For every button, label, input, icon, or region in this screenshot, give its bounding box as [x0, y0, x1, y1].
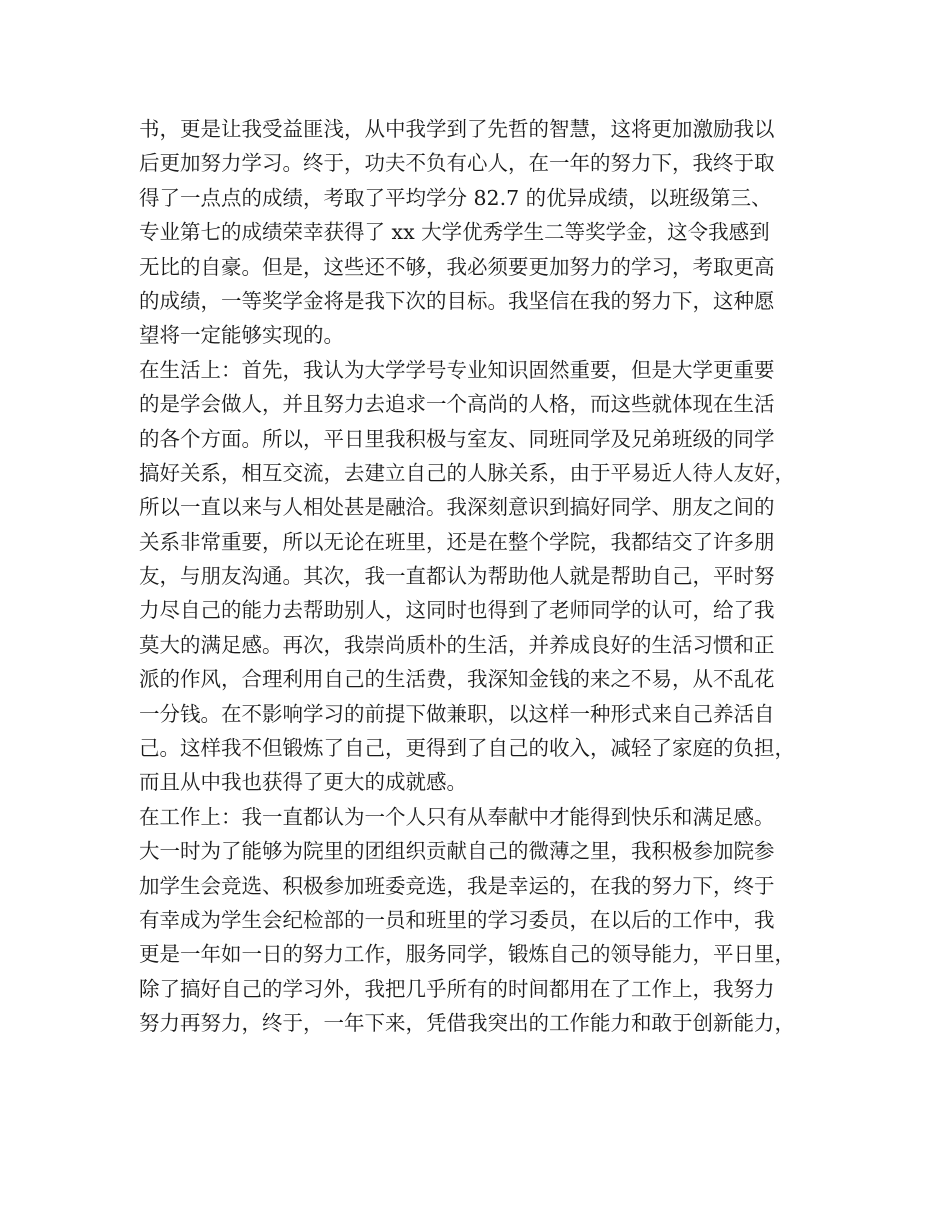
text-line: 的各个方面。所以，平日里我积极与室友、同班同学及兄弟班级的同学: [139, 426, 775, 451]
text-line: 大一时为了能够为院里的团组织贡献自己的微薄之里，我积极参加院参: [139, 839, 775, 864]
text-line: 的是学会做人，并且努力去追求一个高尚的人格，而这些就体现在生活: [139, 392, 775, 417]
text-line: 后更加努力学习。终于，功夫不负有心人，在一年的努力下，我终于取: [139, 151, 775, 176]
text-line: 莫大的满足感。再次，我崇尚质朴的生活，并养成良好的生活习惯和正: [139, 632, 775, 657]
text-line: 得了一点点的成绩，考取了平均学分 82.7 的优异成绩，以班级第三、: [139, 185, 772, 210]
text-line: 望将一定能够实现的。: [139, 323, 344, 348]
text-line: 有幸成为学生会纪检部的一员和班里的学习委员，在以后的工作中，我: [139, 907, 775, 932]
text-line: 在生活上：首先，我认为大学学号专业知识固然重要，但是大学更重要: [139, 357, 775, 382]
text-line: 加学生会竞选、积极参加班委竞选，我是幸运的，在我的努力下，终于: [139, 873, 775, 898]
text-line: 的成绩，一等奖学金将是我下次的目标。我坚信在我的努力下，这种愿: [139, 288, 775, 313]
text-line: 派的作风，合理利用自己的生活费，我深知金钱的来之不易，从不乱花: [139, 667, 775, 692]
body-text: [139, 112, 839, 1041]
text-line: 更是一年如一日的努力工作，服务同学，锻炼自己的领导能力，平日里，: [139, 942, 795, 967]
text-line: 所以一直以来与人相处甚是融洽。我深刻意识到搞好同学、朋友之间的: [139, 495, 775, 520]
text-line: 己。这样我不但锻炼了自己，更得到了自己的收入，减轻了家庭的负担，: [139, 736, 795, 761]
text-line: 而且从中我也获得了更大的成就感。: [139, 770, 467, 795]
text-line: 努力再努力，终于，一年下来，凭借我突出的工作能力和敢于创新能力，: [139, 1011, 795, 1036]
text-line: 力尽自己的能力去帮助别人，这同时也得到了老师同学的认可，给了我: [139, 598, 775, 623]
text-line: 搞好关系，相互交流，去建立自己的人脉关系，由于平易近人待人友好，: [139, 460, 795, 485]
text-line: 一分钱。在不影响学习的前提下做兼职，以这样一种形式来自己养活自: [139, 701, 775, 726]
text-line: 专业第七的成绩荣幸获得了 xx 大学优秀学生二等奖学金，这令我感到: [139, 220, 770, 245]
text-line: 在工作上：我一直都认为一个人只有从奉献中才能得到快乐和满足感。: [139, 804, 775, 829]
text-line: 关系非常重要，所以无论在班里，还是在整个学院，我都结交了许多朋: [139, 529, 775, 554]
text-line: 友，与朋友沟通。其次，我一直都认为帮助他人就是帮助自己，平时努: [139, 564, 775, 589]
text-line: 书，更是让我受益匪浅，从中我学到了先哲的智慧，这将更加激励我以: [139, 117, 775, 141]
text-line: 无比的自豪。但是，这些还不够，我必须要更加努力的学习，考取更高: [139, 254, 775, 279]
text-line: 除了搞好自己的学习外，我把几乎所有的时间都用在了工作上，我努力: [139, 976, 775, 1001]
